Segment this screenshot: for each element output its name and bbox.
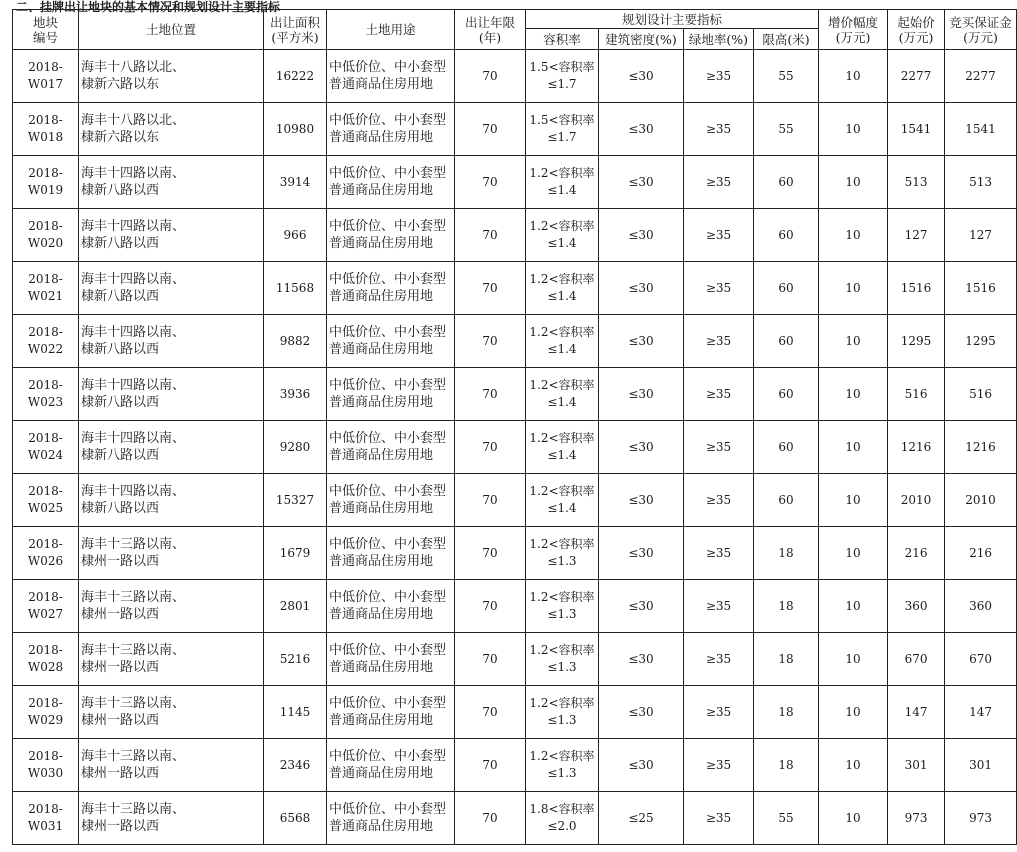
cell-deposit: 2277: [945, 50, 1017, 103]
cell-far: 1.2<容积率 ≤1.3: [526, 527, 599, 580]
cell-code: 2018- W025: [13, 474, 79, 527]
cell-start-price: 360: [888, 580, 945, 633]
header-green: 绿地率(%): [684, 29, 754, 50]
cell-start-price: 301: [888, 739, 945, 792]
cell-far: 1.2<容积率 ≤1.4: [526, 474, 599, 527]
cell-use: 中低价位、中小套型 普通商品住房用地: [327, 262, 455, 315]
cell-location: 海丰十八路以北、 棣新六路以东: [79, 103, 264, 156]
cell-increment: 10: [819, 474, 888, 527]
cell-term: 70: [455, 421, 526, 474]
cell-location: 海丰十四路以南、 棣新八路以西: [79, 421, 264, 474]
table-row: [13, 633, 1017, 686]
header-height: 限高(米): [754, 29, 819, 50]
cell-green: ≥35: [684, 580, 754, 633]
cell-term: 70: [455, 739, 526, 792]
cell-green: ≥35: [684, 421, 754, 474]
cell-area: 3914: [264, 156, 327, 209]
cell-increment: 10: [819, 686, 888, 739]
cell-term: 70: [455, 580, 526, 633]
table-row: [13, 739, 1017, 792]
cell-green: ≥35: [684, 527, 754, 580]
table-row: [13, 315, 1017, 368]
cell-area: 11568: [264, 262, 327, 315]
header-area: 出让面积 (平方米): [264, 10, 327, 50]
land-parcel-table: [12, 9, 1017, 845]
cell-area: 2346: [264, 739, 327, 792]
caption-text: 二、挂牌出让地块的基本情况和规划设计主要指标: [16, 0, 281, 14]
cell-use: 中低价位、中小套型 普通商品住房用地: [327, 50, 455, 103]
cell-deposit: 301: [945, 739, 1017, 792]
table-row: [13, 368, 1017, 421]
cell-start-price: 670: [888, 633, 945, 686]
cell-density: ≤30: [599, 633, 684, 686]
cell-term: 70: [455, 156, 526, 209]
cell-code: 2018- W017: [13, 50, 79, 103]
cell-increment: 10: [819, 421, 888, 474]
cell-location: 海丰十四路以南、 棣新八路以西: [79, 209, 264, 262]
cell-term: 70: [455, 50, 526, 103]
cell-location: 海丰十三路以南、 棣州一路以西: [79, 633, 264, 686]
cell-term: 70: [455, 792, 526, 845]
cell-area: 1145: [264, 686, 327, 739]
cell-term: 70: [455, 103, 526, 156]
table-body: [13, 50, 1017, 845]
cell-green: ≥35: [684, 315, 754, 368]
cell-density: ≤30: [599, 686, 684, 739]
cell-increment: 10: [819, 156, 888, 209]
cell-location: 海丰十三路以南、 棣州一路以西: [79, 527, 264, 580]
table-row: [13, 50, 1017, 103]
cell-increment: 10: [819, 580, 888, 633]
cell-deposit: 216: [945, 527, 1017, 580]
cell-green: ≥35: [684, 262, 754, 315]
cell-deposit: 2010: [945, 474, 1017, 527]
cell-use: 中低价位、中小套型 普通商品住房用地: [327, 580, 455, 633]
cell-deposit: 1541: [945, 103, 1017, 156]
cell-increment: 10: [819, 527, 888, 580]
cell-far: 1.2<容积率 ≤1.3: [526, 686, 599, 739]
cell-density: ≤30: [599, 421, 684, 474]
cell-increment: 10: [819, 739, 888, 792]
table-row: [13, 262, 1017, 315]
header-deposit: 竞买保证金 (万元): [945, 10, 1017, 50]
cell-density: ≤30: [599, 50, 684, 103]
cell-deposit: 1216: [945, 421, 1017, 474]
cell-use: 中低价位、中小套型 普通商品住房用地: [327, 739, 455, 792]
cell-far: 1.2<容积率 ≤1.3: [526, 739, 599, 792]
cell-increment: 10: [819, 368, 888, 421]
cell-increment: 10: [819, 633, 888, 686]
cell-term: 70: [455, 209, 526, 262]
table-row: [13, 527, 1017, 580]
cell-start-price: 147: [888, 686, 945, 739]
cell-location: 海丰十四路以南、 棣新八路以西: [79, 474, 264, 527]
cell-use: 中低价位、中小套型 普通商品住房用地: [327, 527, 455, 580]
cell-code: 2018- W023: [13, 368, 79, 421]
cell-area: 9280: [264, 421, 327, 474]
cell-term: 70: [455, 633, 526, 686]
cell-code: 2018- W018: [13, 103, 79, 156]
cell-code: 2018- W028: [13, 633, 79, 686]
cell-height: 18: [754, 739, 819, 792]
cell-green: ≥35: [684, 156, 754, 209]
cell-increment: 10: [819, 103, 888, 156]
cell-term: 70: [455, 315, 526, 368]
cell-density: ≤30: [599, 262, 684, 315]
cell-height: 60: [754, 315, 819, 368]
cell-location: 海丰十三路以南、 棣州一路以西: [79, 580, 264, 633]
cell-far: 1.2<容积率 ≤1.3: [526, 580, 599, 633]
cell-code: 2018- W029: [13, 686, 79, 739]
cell-area: 5216: [264, 633, 327, 686]
cell-far: 1.2<容积率 ≤1.4: [526, 368, 599, 421]
cell-green: ≥35: [684, 368, 754, 421]
header-planning: 规划设计主要指标: [526, 10, 819, 29]
cell-green: ≥35: [684, 50, 754, 103]
header-far: 容积率: [526, 29, 599, 50]
cell-location: 海丰十八路以北、 棣新六路以东: [79, 50, 264, 103]
cell-deposit: 360: [945, 580, 1017, 633]
cell-height: 60: [754, 368, 819, 421]
cell-code: 2018- W024: [13, 421, 79, 474]
table-row: [13, 156, 1017, 209]
cell-far: 1.5<容积率 ≤1.7: [526, 103, 599, 156]
cell-code: 2018- W027: [13, 580, 79, 633]
cell-area: 10980: [264, 103, 327, 156]
cell-code: 2018- W021: [13, 262, 79, 315]
cell-green: ≥35: [684, 103, 754, 156]
cell-height: 60: [754, 262, 819, 315]
cell-density: ≤25: [599, 792, 684, 845]
cell-height: 60: [754, 156, 819, 209]
cell-start-price: 127: [888, 209, 945, 262]
cell-green: ≥35: [684, 474, 754, 527]
cell-density: ≤30: [599, 209, 684, 262]
table-row: [13, 580, 1017, 633]
cell-far: 1.2<容积率 ≤1.4: [526, 315, 599, 368]
cell-height: 60: [754, 209, 819, 262]
cell-green: ≥35: [684, 739, 754, 792]
cell-use: 中低价位、中小套型 普通商品住房用地: [327, 474, 455, 527]
cell-area: 966: [264, 209, 327, 262]
cell-increment: 10: [819, 50, 888, 103]
cell-density: ≤30: [599, 527, 684, 580]
cell-start-price: 1541: [888, 103, 945, 156]
cell-deposit: 973: [945, 792, 1017, 845]
cell-area: 3936: [264, 368, 327, 421]
cell-deposit: 147: [945, 686, 1017, 739]
cell-far: 1.8<容积率 ≤2.0: [526, 792, 599, 845]
cell-start-price: 1516: [888, 262, 945, 315]
cell-code: 2018- W026: [13, 527, 79, 580]
cell-height: 18: [754, 527, 819, 580]
cell-far: 1.5<容积率 ≤1.7: [526, 50, 599, 103]
cell-green: ≥35: [684, 633, 754, 686]
cell-density: ≤30: [599, 739, 684, 792]
cell-height: 55: [754, 50, 819, 103]
cell-location: 海丰十三路以南、 棣州一路以西: [79, 686, 264, 739]
cell-deposit: 670: [945, 633, 1017, 686]
cell-increment: 10: [819, 262, 888, 315]
cell-density: ≤30: [599, 474, 684, 527]
cell-location: 海丰十四路以南、 棣新八路以西: [79, 262, 264, 315]
cell-height: 18: [754, 580, 819, 633]
header-start-price: 起始价 (万元): [888, 10, 945, 50]
header-term: 出让年限 (年): [455, 10, 526, 50]
header-code: 地块 编号: [13, 10, 79, 50]
cell-far: 1.2<容积率 ≤1.3: [526, 633, 599, 686]
cell-start-price: 1295: [888, 315, 945, 368]
cell-deposit: 513: [945, 156, 1017, 209]
cell-term: 70: [455, 474, 526, 527]
cell-far: 1.2<容积率 ≤1.4: [526, 209, 599, 262]
cell-height: 60: [754, 474, 819, 527]
cell-term: 70: [455, 527, 526, 580]
cell-code: 2018- W020: [13, 209, 79, 262]
cell-area: 6568: [264, 792, 327, 845]
cell-density: ≤30: [599, 580, 684, 633]
cell-density: ≤30: [599, 368, 684, 421]
cell-far: 1.2<容积率 ≤1.4: [526, 421, 599, 474]
header-increment: 增价幅度 (万元): [819, 10, 888, 50]
cell-area: 9882: [264, 315, 327, 368]
cell-density: ≤30: [599, 156, 684, 209]
cell-height: 60: [754, 421, 819, 474]
cell-height: 55: [754, 103, 819, 156]
cell-use: 中低价位、中小套型 普通商品住房用地: [327, 368, 455, 421]
cell-start-price: 513: [888, 156, 945, 209]
cell-green: ≥35: [684, 686, 754, 739]
cell-green: ≥35: [684, 209, 754, 262]
table-row: [13, 474, 1017, 527]
cell-use: 中低价位、中小套型 普通商品住房用地: [327, 686, 455, 739]
cell-deposit: 1516: [945, 262, 1017, 315]
table-row: [13, 792, 1017, 845]
header-use: 土地用途: [327, 10, 455, 50]
table-row: [13, 103, 1017, 156]
cell-location: 海丰十三路以南、 棣州一路以西: [79, 739, 264, 792]
cell-use: 中低价位、中小套型 普通商品住房用地: [327, 209, 455, 262]
cell-increment: 10: [819, 315, 888, 368]
cell-density: ≤30: [599, 103, 684, 156]
table-row: [13, 209, 1017, 262]
cell-use: 中低价位、中小套型 普通商品住房用地: [327, 633, 455, 686]
cell-term: 70: [455, 686, 526, 739]
cell-use: 中低价位、中小套型 普通商品住房用地: [327, 421, 455, 474]
cell-deposit: 516: [945, 368, 1017, 421]
cell-area: 15327: [264, 474, 327, 527]
cell-height: 18: [754, 633, 819, 686]
cell-density: ≤30: [599, 315, 684, 368]
cell-start-price: 973: [888, 792, 945, 845]
cell-start-price: 2277: [888, 50, 945, 103]
cell-area: 1679: [264, 527, 327, 580]
cell-location: 海丰十四路以南、 棣新八路以西: [79, 315, 264, 368]
cell-use: 中低价位、中小套型 普通商品住房用地: [327, 156, 455, 209]
cell-increment: 10: [819, 209, 888, 262]
cell-far: 1.2<容积率 ≤1.4: [526, 156, 599, 209]
table-row: [13, 421, 1017, 474]
cell-area: 2801: [264, 580, 327, 633]
cell-area: 16222: [264, 50, 327, 103]
cell-code: 2018- W031: [13, 792, 79, 845]
table-caption: [0, 0, 967, 14]
cell-far: 1.2<容积率 ≤1.4: [526, 262, 599, 315]
cell-start-price: 2010: [888, 474, 945, 527]
cell-increment: 10: [819, 792, 888, 845]
header-location: 土地位置: [79, 10, 264, 50]
cell-use: 中低价位、中小套型 普通商品住房用地: [327, 315, 455, 368]
table-row: [13, 686, 1017, 739]
cell-location: 海丰十四路以南、 棣新八路以西: [79, 156, 264, 209]
cell-location: 海丰十四路以南、 棣新八路以西: [79, 368, 264, 421]
cell-term: 70: [455, 368, 526, 421]
cell-use: 中低价位、中小套型 普通商品住房用地: [327, 103, 455, 156]
cell-use: 中低价位、中小套型 普通商品住房用地: [327, 792, 455, 845]
cell-start-price: 1216: [888, 421, 945, 474]
cell-code: 2018- W019: [13, 156, 79, 209]
header-density: 建筑密度(%): [599, 29, 684, 50]
cell-term: 70: [455, 262, 526, 315]
cell-location: 海丰十三路以南、 棣州一路以西: [79, 792, 264, 845]
cell-height: 18: [754, 686, 819, 739]
cell-height: 55: [754, 792, 819, 845]
cell-start-price: 516: [888, 368, 945, 421]
cell-deposit: 127: [945, 209, 1017, 262]
cell-deposit: 1295: [945, 315, 1017, 368]
cell-start-price: 216: [888, 527, 945, 580]
cell-code: 2018- W030: [13, 739, 79, 792]
cell-green: ≥35: [684, 792, 754, 845]
cell-code: 2018- W022: [13, 315, 79, 368]
